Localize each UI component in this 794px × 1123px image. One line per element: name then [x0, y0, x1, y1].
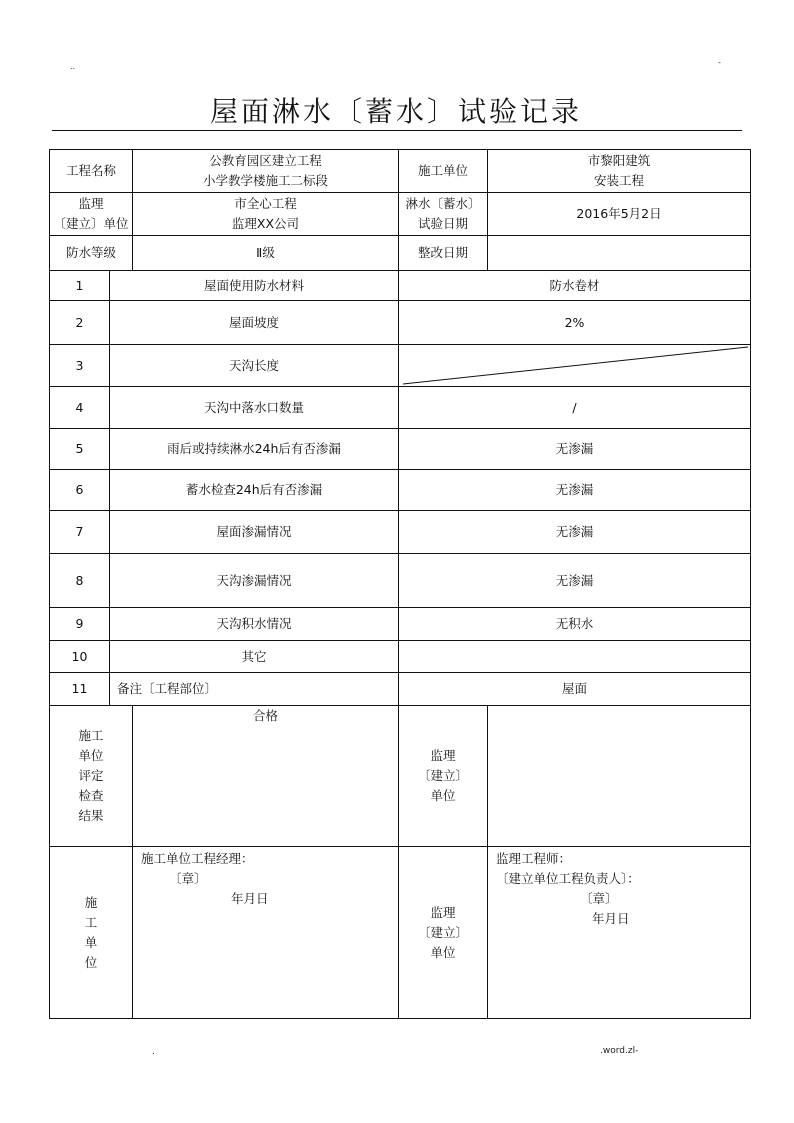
label-char: 结果: [78, 808, 104, 823]
table-row: [50, 429, 751, 470]
supervisor-evaluation-result: [488, 706, 751, 847]
item-label: 天沟中落水口数量: [110, 387, 399, 429]
contractor-evaluation-label: [50, 706, 133, 847]
waterproof-grade-value: Ⅱ级: [133, 236, 399, 271]
supervisor-signature-label: [399, 847, 488, 1019]
footer-mark-left: .: [152, 1047, 155, 1057]
label-line: 单位: [430, 788, 456, 803]
contractor-signature-block: [133, 847, 399, 1019]
item-label: 备注〔工程部位〕: [110, 673, 399, 706]
item-label: 屋面坡度: [110, 301, 399, 345]
supervisor-label: [50, 193, 133, 236]
item-value: 2%: [399, 301, 751, 345]
item-value: 无渗漏: [399, 554, 751, 608]
label-line: 监理: [430, 904, 456, 920]
page-title: 屋面淋水〔蓄水〕试验记录: [209, 95, 582, 128]
item-label: 天沟长度: [110, 345, 399, 387]
item-number: 9: [50, 608, 110, 641]
table-row: [50, 301, 751, 345]
item-value: 无渗漏: [399, 429, 751, 470]
waterproof-grade-label: 防水等级: [50, 236, 133, 271]
contractor-seal-line: 〔章〕: [169, 871, 207, 886]
supervisor-evaluation-label: [399, 706, 488, 847]
test-date-value: 2016年5月2日: [488, 193, 751, 236]
supervisor-date-line: 年月日: [592, 911, 630, 926]
test-date-label-line1: 淋水〔蓄水〕: [405, 196, 481, 211]
label-char: 位: [84, 954, 98, 970]
evaluation-row: [50, 706, 751, 847]
item-label: 雨后或持续淋水24h后有否渗漏: [110, 429, 399, 470]
label-char: 单: [84, 934, 98, 950]
corner-mark-right: -: [718, 58, 721, 67]
item-label: 蓄水检查24h后有否渗漏: [110, 470, 399, 511]
table-row: [50, 387, 751, 429]
item-label: 屋面渗漏情况: [110, 511, 399, 554]
item-number: 4: [50, 387, 110, 429]
item-value: /: [399, 387, 751, 429]
project-name-line2: 小学教学楼施工二标段: [202, 173, 328, 188]
contractor-date-line: 年月日: [231, 891, 269, 906]
supervisor-owner-line: 〔建立单位工程负责人〕：: [496, 871, 640, 886]
contractor-label: 施工单位: [399, 150, 488, 193]
label-char: 施工: [78, 728, 104, 743]
table-row: [50, 511, 751, 554]
item-number: 5: [50, 429, 110, 470]
table-row: [50, 608, 751, 641]
project-name-label: 工程名称: [50, 150, 133, 193]
item-number: 3: [50, 345, 110, 387]
item-label: 其它: [110, 641, 399, 673]
label-line: 〔建立〕: [417, 924, 468, 940]
contractor-value: [488, 150, 751, 193]
contractor-line1: 市黎阳建筑: [587, 153, 651, 168]
supervisor-signature-block: [488, 847, 751, 1019]
label-char: 施: [84, 894, 98, 910]
supervisor-label-line1: 监理: [78, 196, 104, 211]
label-char: 评定: [78, 768, 104, 783]
corner-mark-left: ..: [70, 62, 76, 71]
test-date-label-line2: 试验日期: [417, 216, 468, 231]
header-row-supervisor: [50, 193, 751, 236]
rectify-date-value: [488, 236, 751, 271]
project-name-value: [133, 150, 399, 193]
item-number: 10: [50, 641, 110, 673]
project-name-line1: 公教育园区建立工程: [209, 153, 322, 168]
label-char: 单位: [78, 748, 104, 763]
table-row: [50, 641, 751, 673]
table-row: [50, 554, 751, 608]
label-line: 监理: [430, 748, 456, 763]
supervisor-line2: 监理XX公司: [231, 216, 300, 231]
supervisor-engineer-line: 监理工程师：: [496, 851, 572, 866]
table-row: [50, 345, 751, 387]
footer-mark-right: .word.zl-: [600, 1046, 639, 1056]
table-row: [50, 673, 751, 706]
item-value: 屋面: [399, 673, 751, 706]
header-row-grade: [50, 236, 751, 271]
item-value: 无积水: [399, 608, 751, 641]
label-line: 单位: [430, 944, 456, 960]
contractor-manager-line: 施工单位工程经理：: [141, 851, 254, 866]
item-value-crossed: [399, 345, 751, 387]
item-value: 无渗漏: [399, 511, 751, 554]
diagonal-slash: [399, 345, 750, 387]
record-table: [49, 149, 751, 1019]
contractor-signature-label: [50, 847, 133, 1019]
item-value: 防水卷材: [399, 271, 751, 301]
item-value: 无渗漏: [399, 470, 751, 511]
supervisor-value: [133, 193, 399, 236]
title-underline: [52, 130, 742, 131]
item-label: 天沟积水情况: [110, 608, 399, 641]
contractor-line2: 安装工程: [593, 173, 644, 188]
item-number: 6: [50, 470, 110, 511]
supervisor-line1: 市全心工程: [234, 196, 297, 211]
label-char: 工: [84, 914, 98, 930]
test-date-label: [399, 193, 488, 236]
contractor-evaluation-result: 合格: [133, 706, 399, 847]
table-row: [50, 470, 751, 511]
item-label: 屋面使用防水材料: [110, 271, 399, 301]
item-value: [399, 641, 751, 673]
table-row: [50, 271, 751, 301]
supervisor-label-line2: 〔建立〕单位: [53, 216, 129, 231]
signature-row: [50, 847, 751, 1019]
label-char: 检查: [78, 788, 104, 803]
item-label: 天沟渗漏情况: [110, 554, 399, 608]
item-number: 11: [50, 673, 110, 706]
label-line: 〔建立〕: [417, 768, 468, 783]
rectify-date-label: 整改日期: [399, 236, 488, 271]
header-row-project: [50, 150, 751, 193]
item-number: 7: [50, 511, 110, 554]
item-number: 1: [50, 271, 110, 301]
item-number: 2: [50, 301, 110, 345]
supervisor-seal-line: 〔章〕: [580, 891, 618, 906]
item-number: 8: [50, 554, 110, 608]
